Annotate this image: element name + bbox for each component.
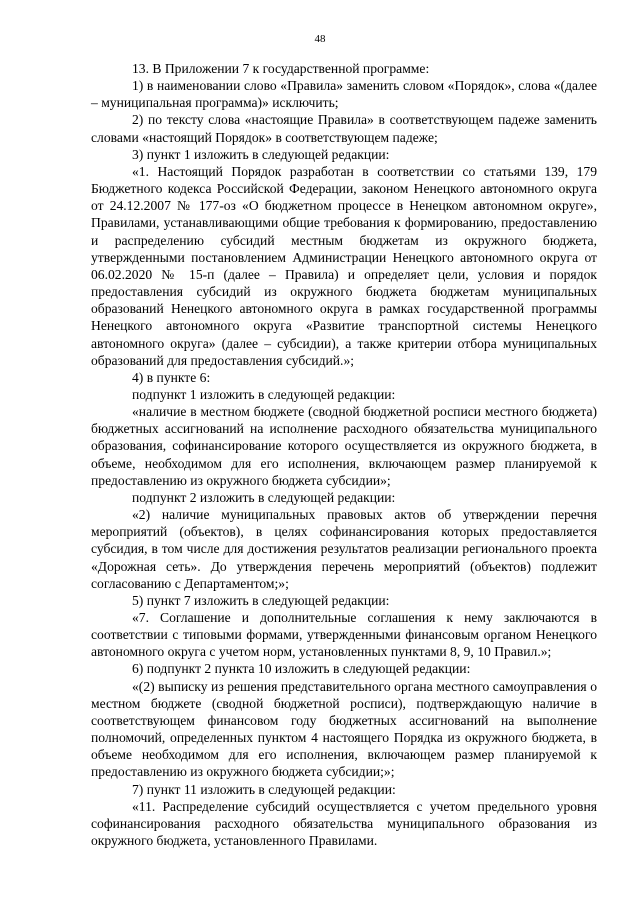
- paragraph-quote-subpoint-1: «наличие в местном бюджете (сводной бюджетной росписи местного бюджета) бюджетных ассигнований на исполнение расходного обязательства муниципального образования, софинансирование которого осуществляется из окружного бюджета, в объеме, необходимом для его исполнения, включающем размер планируемой к предоставлению из окружного бюджета субсидии»;: [91, 404, 597, 488]
- paragraph-quote-point-10-2: «(2) выписку из решения представительного органа местного самоуправления о местном бюджете (сводной бюджетной росписи), подтверждающую наличие в соответствующем финансовом году бюджетных ассигнований на выполнение полномочий, определенных пунктом 4 настоящего Порядка из окружного бюджета, в объеме необходимом для его исполнения, включающем размер планируемой к предоставлению из окружного бюджета субсидии;»;: [91, 678, 597, 780]
- paragraph-subitem-2: 2) по тексту слова «настоящие Правила» в соответствующем падеже заменить словами «настоящий Порядок» в соответствующем падеже;: [91, 112, 597, 145]
- paragraph-subitem-7: 7) пункт 11 изложить в следующей редакции:: [132, 781, 396, 797]
- paragraph-quote-point-11: «11. Распределение субсидий осуществляется с учетом предельного уровня софинансирования расходного обязательства муниципального образования из окружного бюджета, установленного Правилами.: [91, 798, 597, 849]
- paragraph-subpoint-1-intro: подпункт 1 изложить в следующей редакции:: [132, 386, 396, 402]
- paragraph-quote-point-1: «1. Настоящий Порядок разработан в соответствии со статьями 139, 179 Бюджетного кодекса Российской Федерации, законом Ненецкого автономного округа от 24.12.2007 № 177-оз «О бюджетном процессе в Ненецком автономном округе», Правилами, устанавливающими общие требования к формированию, предоставлению и распределению субсидий местным бюджетам из окружного бюджета, утвержденными постановлением Администрации Ненецкого автономного округа от 06.02.2020 № 15-п (далее – Правила) и определяет цели, условия и порядок предоставления субсидий из окружного бюджета бюджетам муниципальных образований Ненецкого автономного округа в рамках государственной программы Ненецкого автономного округа «Развитие транспортной системы Ненецкого автономного округа» (далее – субсидии), а также критерии отбора муниципальных образований для предоставления субсидий.»;: [91, 163, 597, 368]
- paragraph-subitem-5: 5) пункт 7 изложить в следующей редакции:: [132, 592, 390, 608]
- paragraph-subpoint-2-intro: подпункт 2 изложить в следующей редакции:: [132, 489, 396, 505]
- paragraph-quote-subpoint-2: «2) наличие муниципальных правовых актов об утверждении перечня мероприятий (объектов), в целях софинансирования которых предоставляется субсидия, в том числе для достижения результатов реализации регионального проекта «Дорожная сеть». До утверждения перечень мероприятий (объектов) подлежит согласованию с Департаментом;»;: [91, 507, 597, 591]
- document-body: [91, 60, 597, 849]
- paragraph-subitem-6: 6) подпункт 2 пункта 10 изложить в следующей редакции:: [132, 661, 471, 677]
- paragraph-subitem-4: 4) в пункте 6:: [132, 369, 211, 385]
- paragraph-subitem-3: 3) пункт 1 изложить в следующей редакции:: [132, 146, 390, 162]
- paragraph-subitem-1: 1) в наименовании слово «Правила» заменить словом «Порядок», слова «(далее – муниципальная программа)» исключить;: [91, 78, 597, 111]
- page-number: 48: [314, 33, 326, 45]
- paragraph-item-13: 13. В Приложении 7 к государственной программе:: [132, 61, 430, 76]
- paragraph-quote-point-7: «7. Соглашение и дополнительные соглашения к нему заключаются в соответствии с типовыми формами, утвержденными финансовым органом Ненецкого автономного округа с учетом норм, установленных пунктами 8, 9, 10 Правил.»;: [91, 610, 597, 660]
